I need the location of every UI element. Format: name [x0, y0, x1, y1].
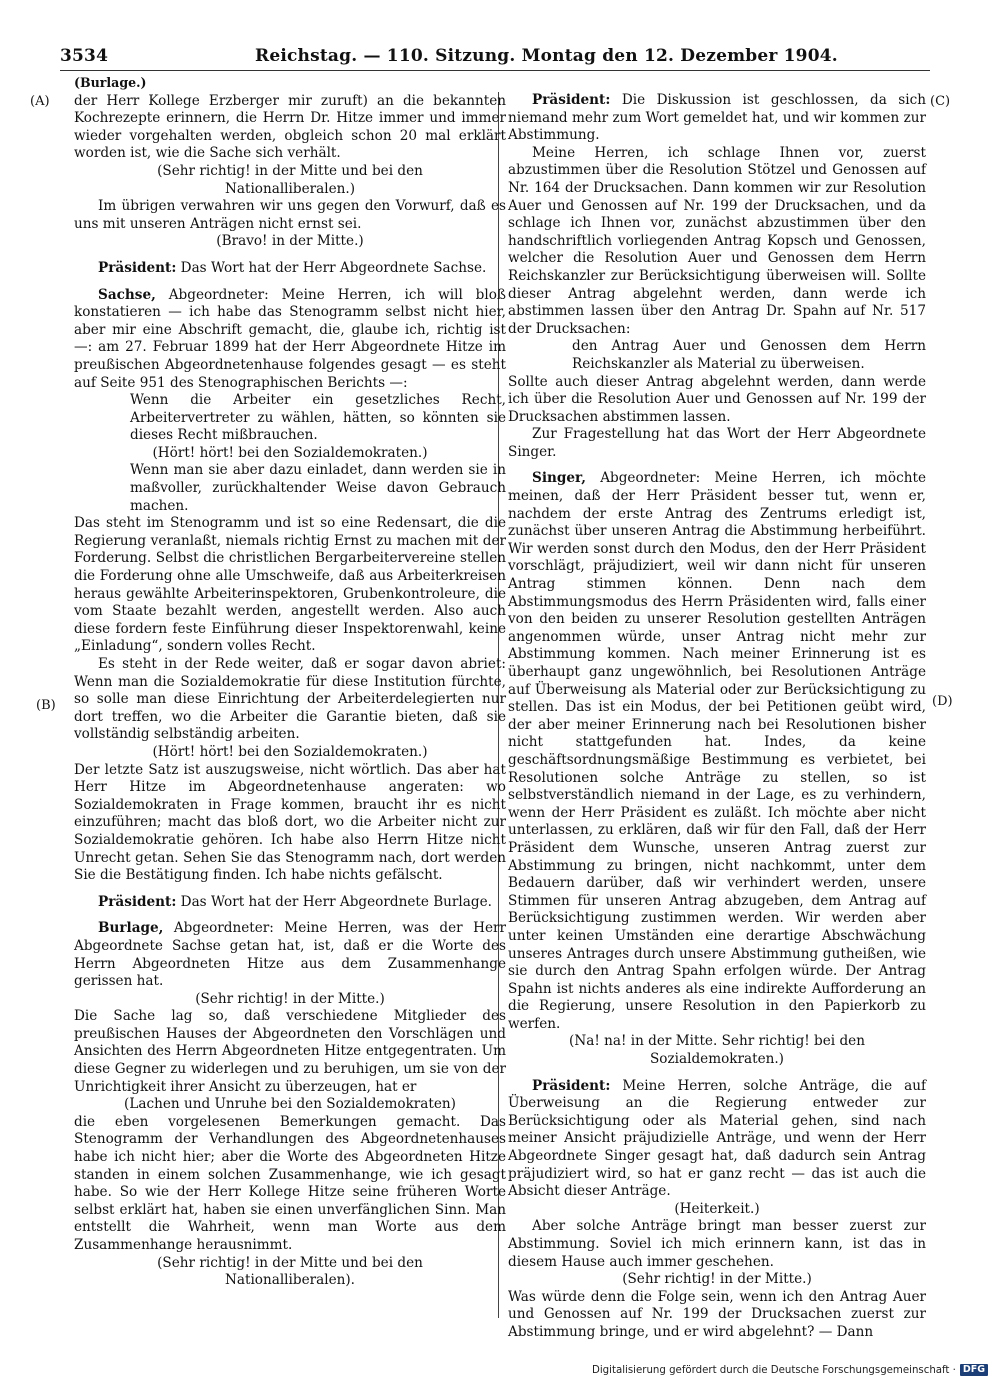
- right-column: [508, 92, 926, 1342]
- running-speaker: (Burlage.): [74, 75, 147, 90]
- paragraph: Das steht im Stenogramm und ist so eine Redensart, die die Regierung veranlaßt, niemals richtig Ernst zu machen mit der Forderung. Selbst die christlichen Bergarbeitervereine stellen die Forderung ohne alle Umschweife, daß aus Arbeiterkreisen heraus gewählte Arbeiterinspektoren, Grubenkontroleure, die vom Staate bezahlt werden, angestellt werden. Also auch diese fordern feste Einführung dieser Inspektorenwahl, keine „Einladung“, sondern volles Recht.: [74, 515, 506, 655]
- speaker-paragraph: Sachse, Abgeordneter: Meine Herren, ich will bloß konstatieren — ich habe das Stenogramm selbst nicht hier, aber mir eine Abschrift gemacht, die, glaube ich, richtig ist —: am 27. Februar 1899 hat der Herr Abgeordnete Hitze im preußischen Abgeordnetenhause folgendes gesagt — es steht auf Seite 951 des Stenographischen Berichts —:: [74, 286, 506, 391]
- reaction: (Sehr richtig! in der Mitte und bei den Nationalliberalen).: [157, 1254, 423, 1289]
- speaker-paragraph: Präsident: Meine Herren, solche Anträge, die auf Überweisung an die Regierung entweder zur Berücksichtigung oder als Material gehen, sind nach meiner Ansicht präjudizielle Anträge, und wenn der Herr Abgeordnete Singer gesagt hat, daß dadurch sein Antrag präjudiziert wird, so hat er ganz recht — das ist auch die Absicht dieser Anträge.: [508, 1077, 927, 1200]
- paragraph: Der letzte Satz ist auszugsweise, nicht wörtlich. Das aber hat Herr Hitze im Abgeordnetenhause angeraten: wo Sozialdemokraten in Frage kommen, braucht ihr es nicht einzuführen; macht das bloß dort, wo die Arbeiter nicht zur Sozialdemokratie gehören. Ich habe also Herrn Hitze nicht Unrecht getan. Sehen Sie das Stenogramm nach, dort werden Sie die Bestätigung finden. Ich habe nichts gefälscht.: [74, 761, 506, 884]
- reaction: (Lachen und Unruhe bei den Sozialdemokraten): [124, 1096, 456, 1113]
- quotation: Wenn die Arbeiter ein gesetzliches Recht, Arbeitervertreter zu wählen, hätten, so könnten sie dieses Recht mißbrauchen.: [130, 392, 506, 444]
- paragraph: Es steht in der Rede weiter, daß er sogar davon abriet: Wenn man die Sozialdemokratie für diese Institution fürchte, so solle man diese Einrichtung der Arbeiterdelegierten nur dort treffen, wo die Arbeiter die Garantie bieten, daß sie vollständig selbständig arbeiten.: [74, 656, 506, 743]
- page-number: 3534: [60, 46, 109, 66]
- reaction: (Sehr richtig! in der Mitte.): [195, 990, 385, 1007]
- speaker-label: Burlage,: [98, 920, 164, 937]
- paragraph: Was würde denn die Folge sein, wenn ich den Antrag Auer und Genossen auf Nr. 199 der Drucksachen zuerst zur Abstimmung bringe, und er wird abgelehnt? — Dann: [508, 1288, 926, 1340]
- speaker-label: Sachse,: [98, 286, 156, 303]
- reaction: (Bravo! in der Mitte.): [216, 233, 364, 250]
- paragraph: Zur Fragestellung hat das Wort der Herr Abgeordnete Singer.: [508, 426, 926, 460]
- reaction: (Heiterkeit.): [674, 1200, 760, 1217]
- speaker-paragraph: Präsident: Das Wort hat der Herr Abgeordnete Sachse.: [98, 259, 487, 276]
- reaction: (Sehr richtig! in der Mitte.): [622, 1271, 812, 1288]
- page-header: [60, 44, 940, 70]
- paragraph: die eben vorgelesenen Bemerkungen gemacht. Das Stenogramm der Verhandlungen des Abgeordnetenhauses habe ich nicht hier; aber die Worte des Abgeordneten Hitze standen in einem solchen Zusammenhange, wie ich gesagt habe. So wie der Herr Kollege Hitze seine früheren Worte selbst erklärt hat, haben sie einen unverfänglichen Sinn. Man entstellt die Wahrheit, wenn man Worte aus dem Zusammenhange herausnimmt.: [74, 1113, 506, 1253]
- reaction: (Hört! hört! bei den Sozialdemokraten.): [152, 444, 428, 461]
- header-rule: [60, 70, 930, 71]
- margin-marker-c: (C): [930, 94, 951, 109]
- speaker-paragraph: Präsident: Die Diskussion ist geschlossen, da sich niemand mehr zum Wort gemeldet hat, und wir kommen zur Abstimmung.: [508, 92, 926, 144]
- reaction: (Na! na! in der Mitte. Sehr richtig! bei den Sozialdemokraten.): [569, 1033, 865, 1068]
- speaker-label: Präsident:: [532, 92, 611, 108]
- paragraph: Im übrigen verwahren wir uns gegen den Vorwurf, daß es uns mit unseren Anträgen nicht ernst sei.: [74, 198, 506, 232]
- paragraph: Die Sache lag so, daß verschiedene Mitglieder des preußischen Hauses der Abgeordneten den Vorschlägen und Ansichten des Herrn Abgeordneten Hitze entgegentraten. Um diese Gegner zu widerlegen und zu beruhigen, um sie von der Unrichtigkeit ihrer Ansicht zu überzeugen, hat er: [74, 1008, 506, 1095]
- paragraph: Meine Herren, ich schlage Ihnen vor, zuerst abzustimmen über die Resolution Stötzel und Genossen auf Nr. 164 der Drucksachen. Dann kommen wir zur Resolution Auer und Genossen auf Nr. 199 der Drucksachen, und da schlage ich Ihnen vor, zunächst abzustimmen über den handschriftlich vorliegenden Antrag Kopsch und Genossen, welcher die Resolution Auer und Genossen dem Herrn Reichskanzler zur Berücksichtigung überweisen will. Sollte dieser Antrag abgelehnt werden, dann werde ich abstimmen lassen über den Antrag Dr. Spahn auf Nr. 517 der Drucksachen:: [508, 144, 926, 337]
- footer-text: Digitalisierung gefördert durch die Deutsche Forschungsgemeinschaft ·: [592, 1365, 956, 1376]
- speaker-label: Singer,: [532, 470, 586, 487]
- paragraph: der Herr Kollege Erzberger mir zuruft) an die bekannten Kochrezepte erinnern, die Herrn Dr. Hitze immer und immer wieder vorgehalten werden, obgleich schon 20 mal erklärt worden ist, wie die Sache sich verhält.: [74, 92, 506, 162]
- margin-marker-b: (B): [36, 698, 56, 713]
- reaction: (Sehr richtig! in der Mitte und bei den Nationalliberalen.): [157, 162, 423, 197]
- speaker-paragraph: Präsident: Das Wort hat der Herr Abgeordnete Burlage.: [98, 893, 492, 910]
- speaker-label: Präsident:: [98, 893, 177, 910]
- running-title: Reichstag. — 110. Sitzung. Montag den 12. Dezember 1904.: [255, 46, 838, 66]
- speaker-label: Präsident:: [532, 1077, 611, 1094]
- margin-marker-a: (A): [30, 94, 50, 109]
- paragraph: Aber solche Anträge bringt man besser zuerst zur Abstimmung. Soviel ich mich erinnern kann, ist das in diesem Hause auch immer geschehen.: [508, 1218, 926, 1270]
- left-column: [74, 74, 506, 1290]
- reaction: (Hört! hört! bei den Sozialdemokraten.): [152, 743, 428, 760]
- quotation: den Antrag Auer und Genossen dem Herrn Reichskanzler als Material zu überweisen.: [572, 338, 926, 372]
- paragraph: Sollte auch dieser Antrag abgelehnt werden, dann werde ich über die Resolution Auer und Genossen auf Nr. 199 der Drucksachen abstimmen lassen.: [508, 373, 926, 425]
- quotation: Wenn man sie aber dazu einladet, dann werden sie in maßvoller, zurückhaltender Weise davon Gebrauch machen.: [130, 462, 506, 514]
- margin-marker-d: (D): [932, 694, 953, 709]
- speaker-paragraph: Singer, Abgeordneter: Meine Herren, ich möchte meinen, daß der Herr Präsident besser tut, wenn er, nachdem der erste Antrag des Zentrums erledigt ist, zunächst über unseren Antrag die Abstimmung herbeiführt. Wir werden sonst durch den Modus, den der Herr Präsident vorschlägt, präjudiziert, weil wir dann nicht für unseren Antrag stimmen können. Denn nach dem Abstimmungsmodus des Herrn Präsidenten wird, falls einer von den beiden zu unserer Resolution gestellten Anträgen angenommen würde, unser Antrag nicht mehr zur Abstimmung kommen. Nach meiner Erinnerung ist es überhaupt ganz ungewöhnlich, bei Resolutionen Anträge auf Überweisung als Material oder zur Berücksichtigung zu stellen. Das ist ein Modus, der bei Petitionen geübt wird, der aber meiner Erinnerung nach bei Resolutionen bisher nicht stattgefunden hat. Indes, da keine geschäftsordnungsmäßige Bestimmung es verbietet, bei Resolutionen solche Anträge zu stellen, so ist selbstverständlich niemand in der Lage, es zu verhindern, wenn der Herr Präsident es zuläßt. Ich möchte aber nicht unterlassen, zu erklären, daß wir für den Fall, daß der Herr Präsident dem Wunsche, unseren Antrag zuerst zur Abstimmung zu bringen, nicht nachkommt, unter dem Bedauern darüber, daß wir verhindert werden, unsere Stimmen für unseren Antrag abzugeben, dem Antrag auf Berücksichtigung zustimmen werden. Wir werden aber unter keinen Umständen eine derartige Abschwächung unseres Antrages durch unsere Abstimmung gutheißen, wie sie durch den Antrag Spahn erfolgen würde. Der Antrag Spahn ist nichts anderes als eine indirekte Aufforderung an die Regierung, unsere Resolution in den Papierkorb zu werfen.: [508, 470, 926, 1032]
- dfg-logo-icon: DFG: [960, 1364, 988, 1376]
- footer-credit: [592, 1364, 986, 1378]
- speaker-paragraph: Burlage, Abgeordneter: Meine Herren, was der Herr Abgeordnete Sachse getan hat, ist, daß er die Worte des Herrn Abgeordneten Hitze aus dem Zusammenhange gerissen hat.: [74, 920, 507, 990]
- speaker-label: Präsident:: [98, 259, 177, 276]
